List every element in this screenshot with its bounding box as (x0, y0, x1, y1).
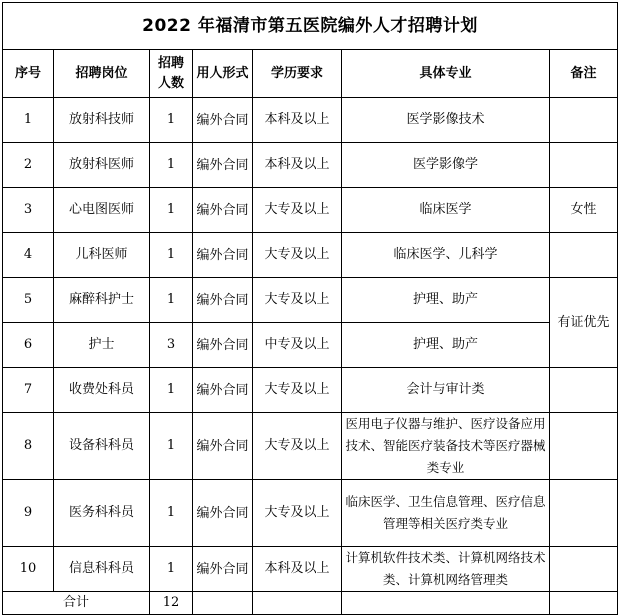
row-index: 1 (3, 98, 54, 143)
row-post: 收费处科员 (54, 368, 150, 413)
total-label: 合计 (3, 592, 150, 615)
table-row (3, 233, 618, 278)
row-count: 1 (150, 143, 193, 188)
row-post: 放射科医师 (54, 143, 150, 188)
total-empty (253, 592, 342, 615)
row-index: 3 (3, 188, 54, 233)
row-remark (550, 547, 618, 592)
row-education: 本科及以上 (253, 98, 342, 143)
total-row (3, 592, 618, 615)
row-hire-form: 编外合同 (193, 413, 253, 480)
table-row (3, 323, 618, 368)
row-hire-form: 编外合同 (193, 188, 253, 233)
row-index: 5 (3, 278, 54, 323)
row-remark (550, 368, 618, 413)
row-remark-merged: 有证优先 (550, 278, 618, 368)
row-remark (550, 413, 618, 480)
row-remark (550, 98, 618, 143)
row-education: 大专及以上 (253, 413, 342, 480)
row-remark (550, 143, 618, 188)
table-row (3, 413, 618, 480)
row-index: 8 (3, 413, 54, 480)
row-hire-form: 编外合同 (193, 233, 253, 278)
row-post: 儿科医师 (54, 233, 150, 278)
row-major: 临床医学、卫生信息管理、医疗信息管理等相关医疗类专业 (342, 480, 550, 547)
total-empty (342, 592, 550, 615)
row-education: 大专及以上 (253, 188, 342, 233)
row-count: 1 (150, 368, 193, 413)
row-hire-form: 编外合同 (193, 368, 253, 413)
row-major: 护理、助产 (342, 323, 550, 368)
row-count: 1 (150, 98, 193, 143)
row-post: 心电图医师 (54, 188, 150, 233)
total-count: 12 (150, 592, 193, 615)
row-post: 医务科科员 (54, 480, 150, 547)
row-index: 2 (3, 143, 54, 188)
row-hire-form: 编外合同 (193, 547, 253, 592)
row-hire-form: 编外合同 (193, 323, 253, 368)
row-count: 3 (150, 323, 193, 368)
header-post: 招聘岗位 (54, 50, 150, 98)
row-major: 会计与审计类 (342, 368, 550, 413)
header-count: 招聘人数 (150, 50, 193, 98)
table-row (3, 547, 618, 592)
row-major: 护理、助产 (342, 278, 550, 323)
row-post: 放射科技师 (54, 98, 150, 143)
row-post: 设备科科员 (54, 413, 150, 480)
row-post: 信息科科员 (54, 547, 150, 592)
row-count: 1 (150, 188, 193, 233)
page-title: 2022 年福清市第五医院编外人才招聘计划 (3, 3, 618, 50)
total-empty (550, 592, 618, 615)
row-post: 麻醉科护士 (54, 278, 150, 323)
header-major: 具体专业 (342, 50, 550, 98)
row-count: 1 (150, 278, 193, 323)
row-education: 大专及以上 (253, 233, 342, 278)
table-row (3, 143, 618, 188)
table-row (3, 368, 618, 413)
total-empty (193, 592, 253, 615)
header-hire-form: 用人形式 (193, 50, 253, 98)
row-hire-form: 编外合同 (193, 278, 253, 323)
row-index: 4 (3, 233, 54, 278)
row-education: 大专及以上 (253, 278, 342, 323)
row-education: 本科及以上 (253, 143, 342, 188)
table-row (3, 98, 618, 143)
row-major: 医学影像学 (342, 143, 550, 188)
row-education: 本科及以上 (253, 547, 342, 592)
row-major: 医用电子仪器与维护、医疗设备应用技术、智能医疗装备技术等医疗器械类专业 (342, 413, 550, 480)
row-major: 计算机软件技术类、计算机网络技术类、计算机网络管理类 (342, 547, 550, 592)
row-major: 临床医学、儿科学 (342, 233, 550, 278)
row-count: 1 (150, 480, 193, 547)
row-post: 护士 (54, 323, 150, 368)
table-row (3, 188, 618, 233)
table-row (3, 480, 618, 547)
row-hire-form: 编外合同 (193, 143, 253, 188)
row-education: 大专及以上 (253, 368, 342, 413)
row-major: 医学影像技术 (342, 98, 550, 143)
row-remark (550, 480, 618, 547)
row-count: 1 (150, 547, 193, 592)
recruitment-table (2, 2, 618, 615)
header-education: 学历要求 (253, 50, 342, 98)
table-row (3, 278, 618, 323)
row-education: 大专及以上 (253, 480, 342, 547)
header-index: 序号 (3, 50, 54, 98)
row-index: 6 (3, 323, 54, 368)
row-index: 9 (3, 480, 54, 547)
header-remark: 备注 (550, 50, 618, 98)
row-index: 7 (3, 368, 54, 413)
row-hire-form: 编外合同 (193, 480, 253, 547)
row-count: 1 (150, 233, 193, 278)
row-education: 中专及以上 (253, 323, 342, 368)
row-index: 10 (3, 547, 54, 592)
row-remark (550, 233, 618, 278)
row-count: 1 (150, 413, 193, 480)
row-remark: 女性 (550, 188, 618, 233)
row-major: 临床医学 (342, 188, 550, 233)
row-hire-form: 编外合同 (193, 98, 253, 143)
